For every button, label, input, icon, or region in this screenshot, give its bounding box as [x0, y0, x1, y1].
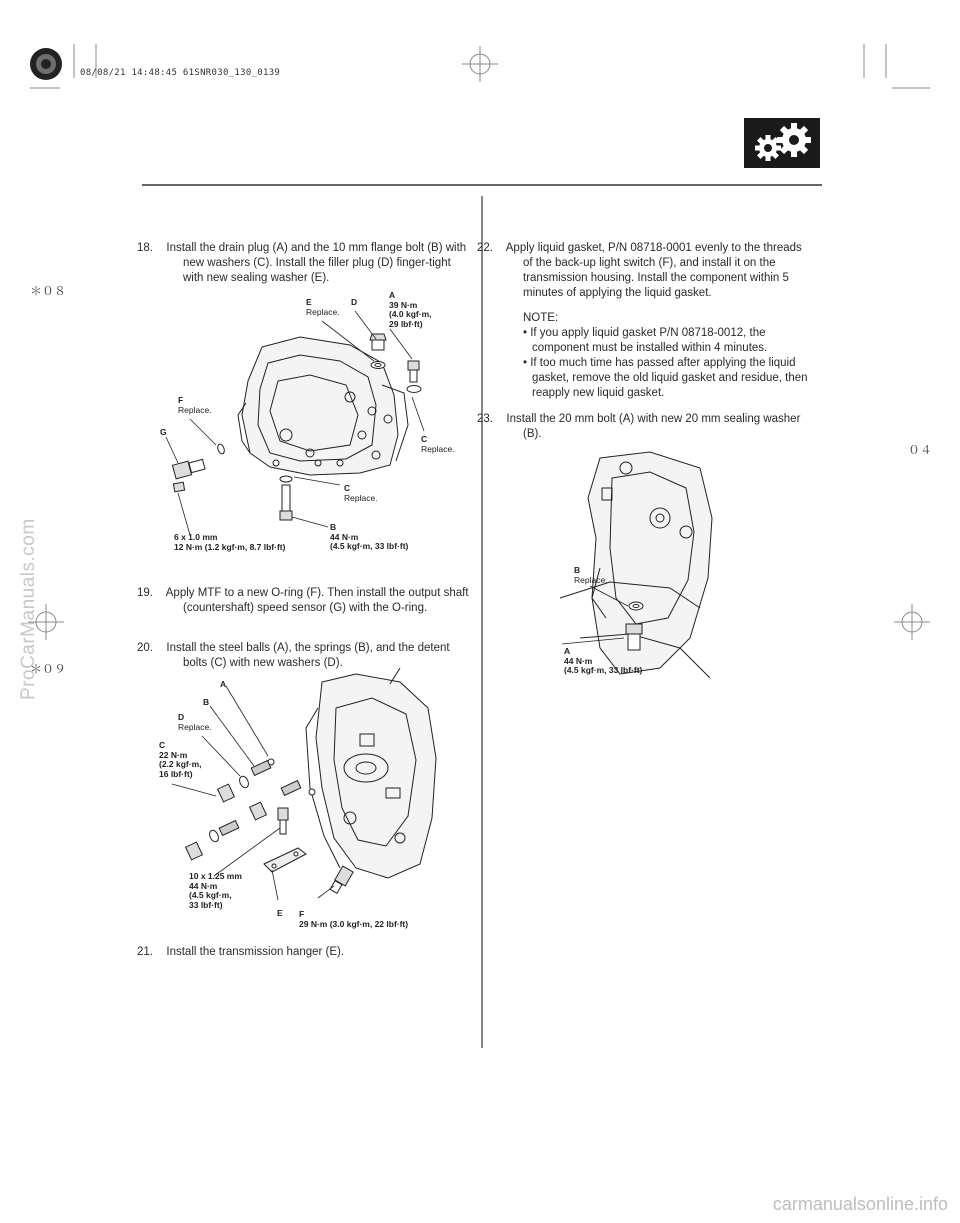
label-B-torque: B 44 N·m (4.5 kgf·m, 33 lbf·ft) — [330, 522, 409, 551]
label-bolt-torque: 6 x 1.0 mm 12 N·m (1.2 kgf·m, 8.7 lbf·ft) — [174, 532, 286, 552]
note — [523, 311, 813, 401]
step-21: 21. Install the transmission hanger (E). — [137, 946, 345, 958]
label-C: C Replace. — [421, 434, 455, 454]
label-bolt-torque: 10 x 1.25 mm 44 N·m (4.5 kgf·m, 33 lbf·ft) — [189, 871, 242, 910]
label-B: B Replace. — [574, 565, 608, 585]
label-A-torque: A 44 N·m (4.5 kgf·m, 33 lbf·ft) — [564, 646, 643, 675]
label-F-torque: F 29 N·m (3.0 kgf·m, 22 lbf·ft) — [299, 909, 409, 929]
watermark-side: ProCarManuals.com — [18, 518, 39, 700]
step-20: 20. Install the steel balls (A), the springs (B), and the detent bolts (C) with new washers (D). — [137, 642, 450, 669]
label-D: D Replace. — [178, 712, 212, 732]
label-E: E — [277, 908, 283, 918]
step-18: 18. Install the drain plug (A) and the 10 mm flange bolt (B) with new washers (C). Install the filler plug (D) finger-tight with new sealing washer (E). — [137, 242, 467, 284]
margin-mark: ＊０９ — [30, 662, 67, 676]
label-A-torque: A 39 N·m (4.0 kgf·m, 29 lbf·ft) — [389, 290, 432, 329]
step-23: 23. Install the 20 mm bolt (A) with new 20 mm sealing washer (B). — [477, 413, 801, 440]
note-item: • If too much time has passed after applying the liquid gasket, remove the old liquid gasket and residue, then reapply new liquid gasket. — [523, 357, 808, 399]
label-C-torque: C 22 N·m (2.2 kgf·m, 16 lbf·ft) — [159, 740, 202, 779]
watermark-bottom: carmanualsonline.info — [772, 1194, 948, 1214]
margin-mark: ０４ — [908, 443, 933, 457]
label-F: F Replace. — [178, 395, 212, 415]
label-E: E Replace. — [306, 297, 340, 317]
label-B: B — [203, 697, 210, 707]
label-D: D — [351, 297, 358, 307]
target-mark-icon — [30, 48, 62, 80]
step-19: 19. Apply MTF to a new O-ring (F). Then install the output shaft (countershaft) speed sensor (G) with the O-ring. — [137, 587, 469, 614]
margin-mark: ＊０８ — [30, 284, 67, 298]
label-G: G — [160, 427, 167, 437]
label-C: C Replace. — [344, 483, 378, 503]
print-stamp: 08/08/21 14:48:45 61SNR030_130_0139 — [80, 68, 281, 78]
gears-logo-icon — [744, 118, 820, 168]
step-22: 22. Apply liquid gasket, P/N 08718-0001 evenly to the threads of the back-up light switch (F), and install it on the transmission housing. Install the component within 5 minutes of applying the liquid gasket. — [477, 242, 802, 299]
note-title: NOTE: — [523, 312, 559, 324]
note-item: • If you apply liquid gasket P/N 08718-0012, the component must be installed within 4 minutes. — [523, 327, 768, 354]
label-A: A — [220, 679, 227, 689]
